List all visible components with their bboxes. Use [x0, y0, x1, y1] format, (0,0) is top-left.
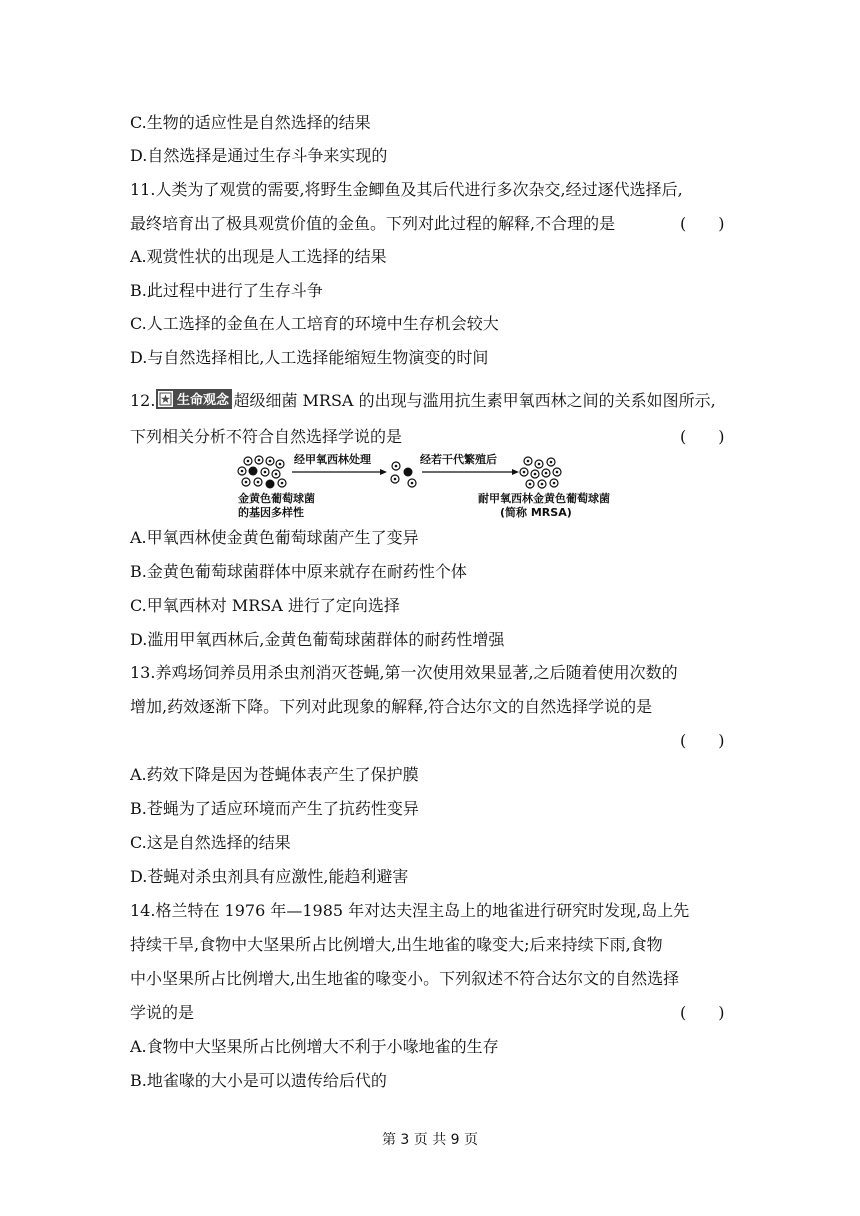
option-c-q10: C.生物的适应性是自然选择的结果	[130, 113, 371, 132]
option-d-q10: D.自然选择是通过生存斗争来实现的	[130, 146, 388, 165]
right-caption-line-1: 耐甲氧西林金黄色葡萄球菌	[478, 492, 610, 505]
page-number-footer: 第 3 页 共 9 页	[381, 1132, 479, 1148]
left-caption-line-2: 的基因多样性	[238, 506, 304, 519]
question-12-stem-line-2: 下列相关分析不符合自然选择学说的是	[130, 427, 403, 446]
arrow-2-label: 经若干代繁殖后	[420, 453, 497, 466]
option-b-q12: B.金黄色葡萄球菌群体中原来就存在耐药性个体	[130, 562, 467, 581]
option-a-q14: A.食物中大坚果所占比例增大不利于小喙地雀的生存	[130, 1037, 499, 1056]
surviving-bacteria	[391, 462, 416, 487]
life-concept-tag	[156, 389, 232, 415]
option-b-q13: B.苍蝇为了适应环境而产生了抗药性变异	[130, 799, 419, 818]
option-a-q12: A.甲氧西林使金黄色葡萄球菌产生了变异	[130, 528, 419, 547]
question-13-stem-line-1: 13.养鸡场饲养员用杀虫剂消灭苍蝇,第一次使用效果显著,之后随着使用次数的	[130, 663, 678, 682]
option-a-q11: A.观赏性状的出现是人工选择的结果	[130, 247, 387, 266]
option-b-q14: B.地雀喙的大小是可以遗传给后代的	[130, 1071, 387, 1090]
question-13-stem-line-2: 增加,药效逐渐下降。下列对此现象的解释,符合达尔文的自然选择学说的是	[130, 697, 653, 716]
answer-blank-q13: ( )	[680, 731, 725, 750]
question-14-stem-line-2: 持续干旱,食物中大坚果所占比例增大,出生地雀的喙变大;后来持续下雨,食物	[130, 935, 663, 954]
option-d-q12: D.滥用甲氧西林后,金黄色葡萄球菌群体的耐药性增强	[130, 630, 505, 649]
question-number: 12.	[130, 391, 156, 410]
answer-blank-q11: ( )	[680, 214, 725, 233]
option-c-q13: C.这是自然选择的结果	[130, 833, 291, 852]
question-11-stem-line-2: 最终培育出了极具观赏价值的金鱼。下列对此过程的解释,不合理的是	[130, 214, 616, 233]
option-a-q13: A.药效下降是因为苍蝇体表产生了保护膜	[130, 765, 419, 784]
question-11-stem-line-1: 11.人类为了观赏的需要,将野生金鲫鱼及其后代进行多次杂交,经过逐代选择后,	[130, 180, 683, 199]
question-14-stem-line-1: 14.格兰特在 1976 年—1985 年对达夫涅主岛上的地雀进行研究时发现,岛上先	[130, 901, 690, 920]
question-14-stem-line-3: 中小坚果所占比例增大,出生地雀的喙变小。下列叙述不符合达尔文的自然选择	[130, 969, 680, 988]
svg-text:生命观念: 生命观念	[177, 393, 230, 408]
life-concept-badge-icon	[156, 389, 232, 409]
mrsa-selection-figure	[230, 452, 630, 522]
question-14-stem-line-4: 学说的是	[130, 1003, 195, 1022]
question-12-stem-line-1	[130, 389, 716, 415]
left-caption-line-1: 金黄色葡萄球菌	[238, 492, 315, 505]
answer-blank-q12: ( )	[680, 427, 725, 446]
option-d-q11: D.与自然选择相比,人工选择能缩短生物演变的时间	[130, 348, 489, 367]
arrow-1-label: 经甲氧西林处理	[294, 453, 371, 466]
right-caption-line-2: (简称 MRSA)	[500, 506, 572, 519]
option-d-q13: D.苍蝇对杀虫剂具有应激性,能趋利避害	[130, 867, 409, 886]
option-c-q11: C.人工选择的金鱼在人工培育的环境中生存机会较大	[130, 314, 499, 333]
mrsa-population-bacteria	[520, 457, 561, 488]
option-b-q11: B.此过程中进行了生存斗争	[130, 281, 323, 300]
answer-blank-q14: ( )	[680, 1003, 725, 1022]
option-c-q12: C.甲氧西林对 MRSA 进行了定向选择	[130, 596, 400, 615]
initial-population-bacteria	[238, 456, 286, 489]
question-12-stem-text: 超级细菌 MRSA 的出现与滥用抗生素甲氧西林之间的关系如图所示,	[233, 391, 716, 410]
